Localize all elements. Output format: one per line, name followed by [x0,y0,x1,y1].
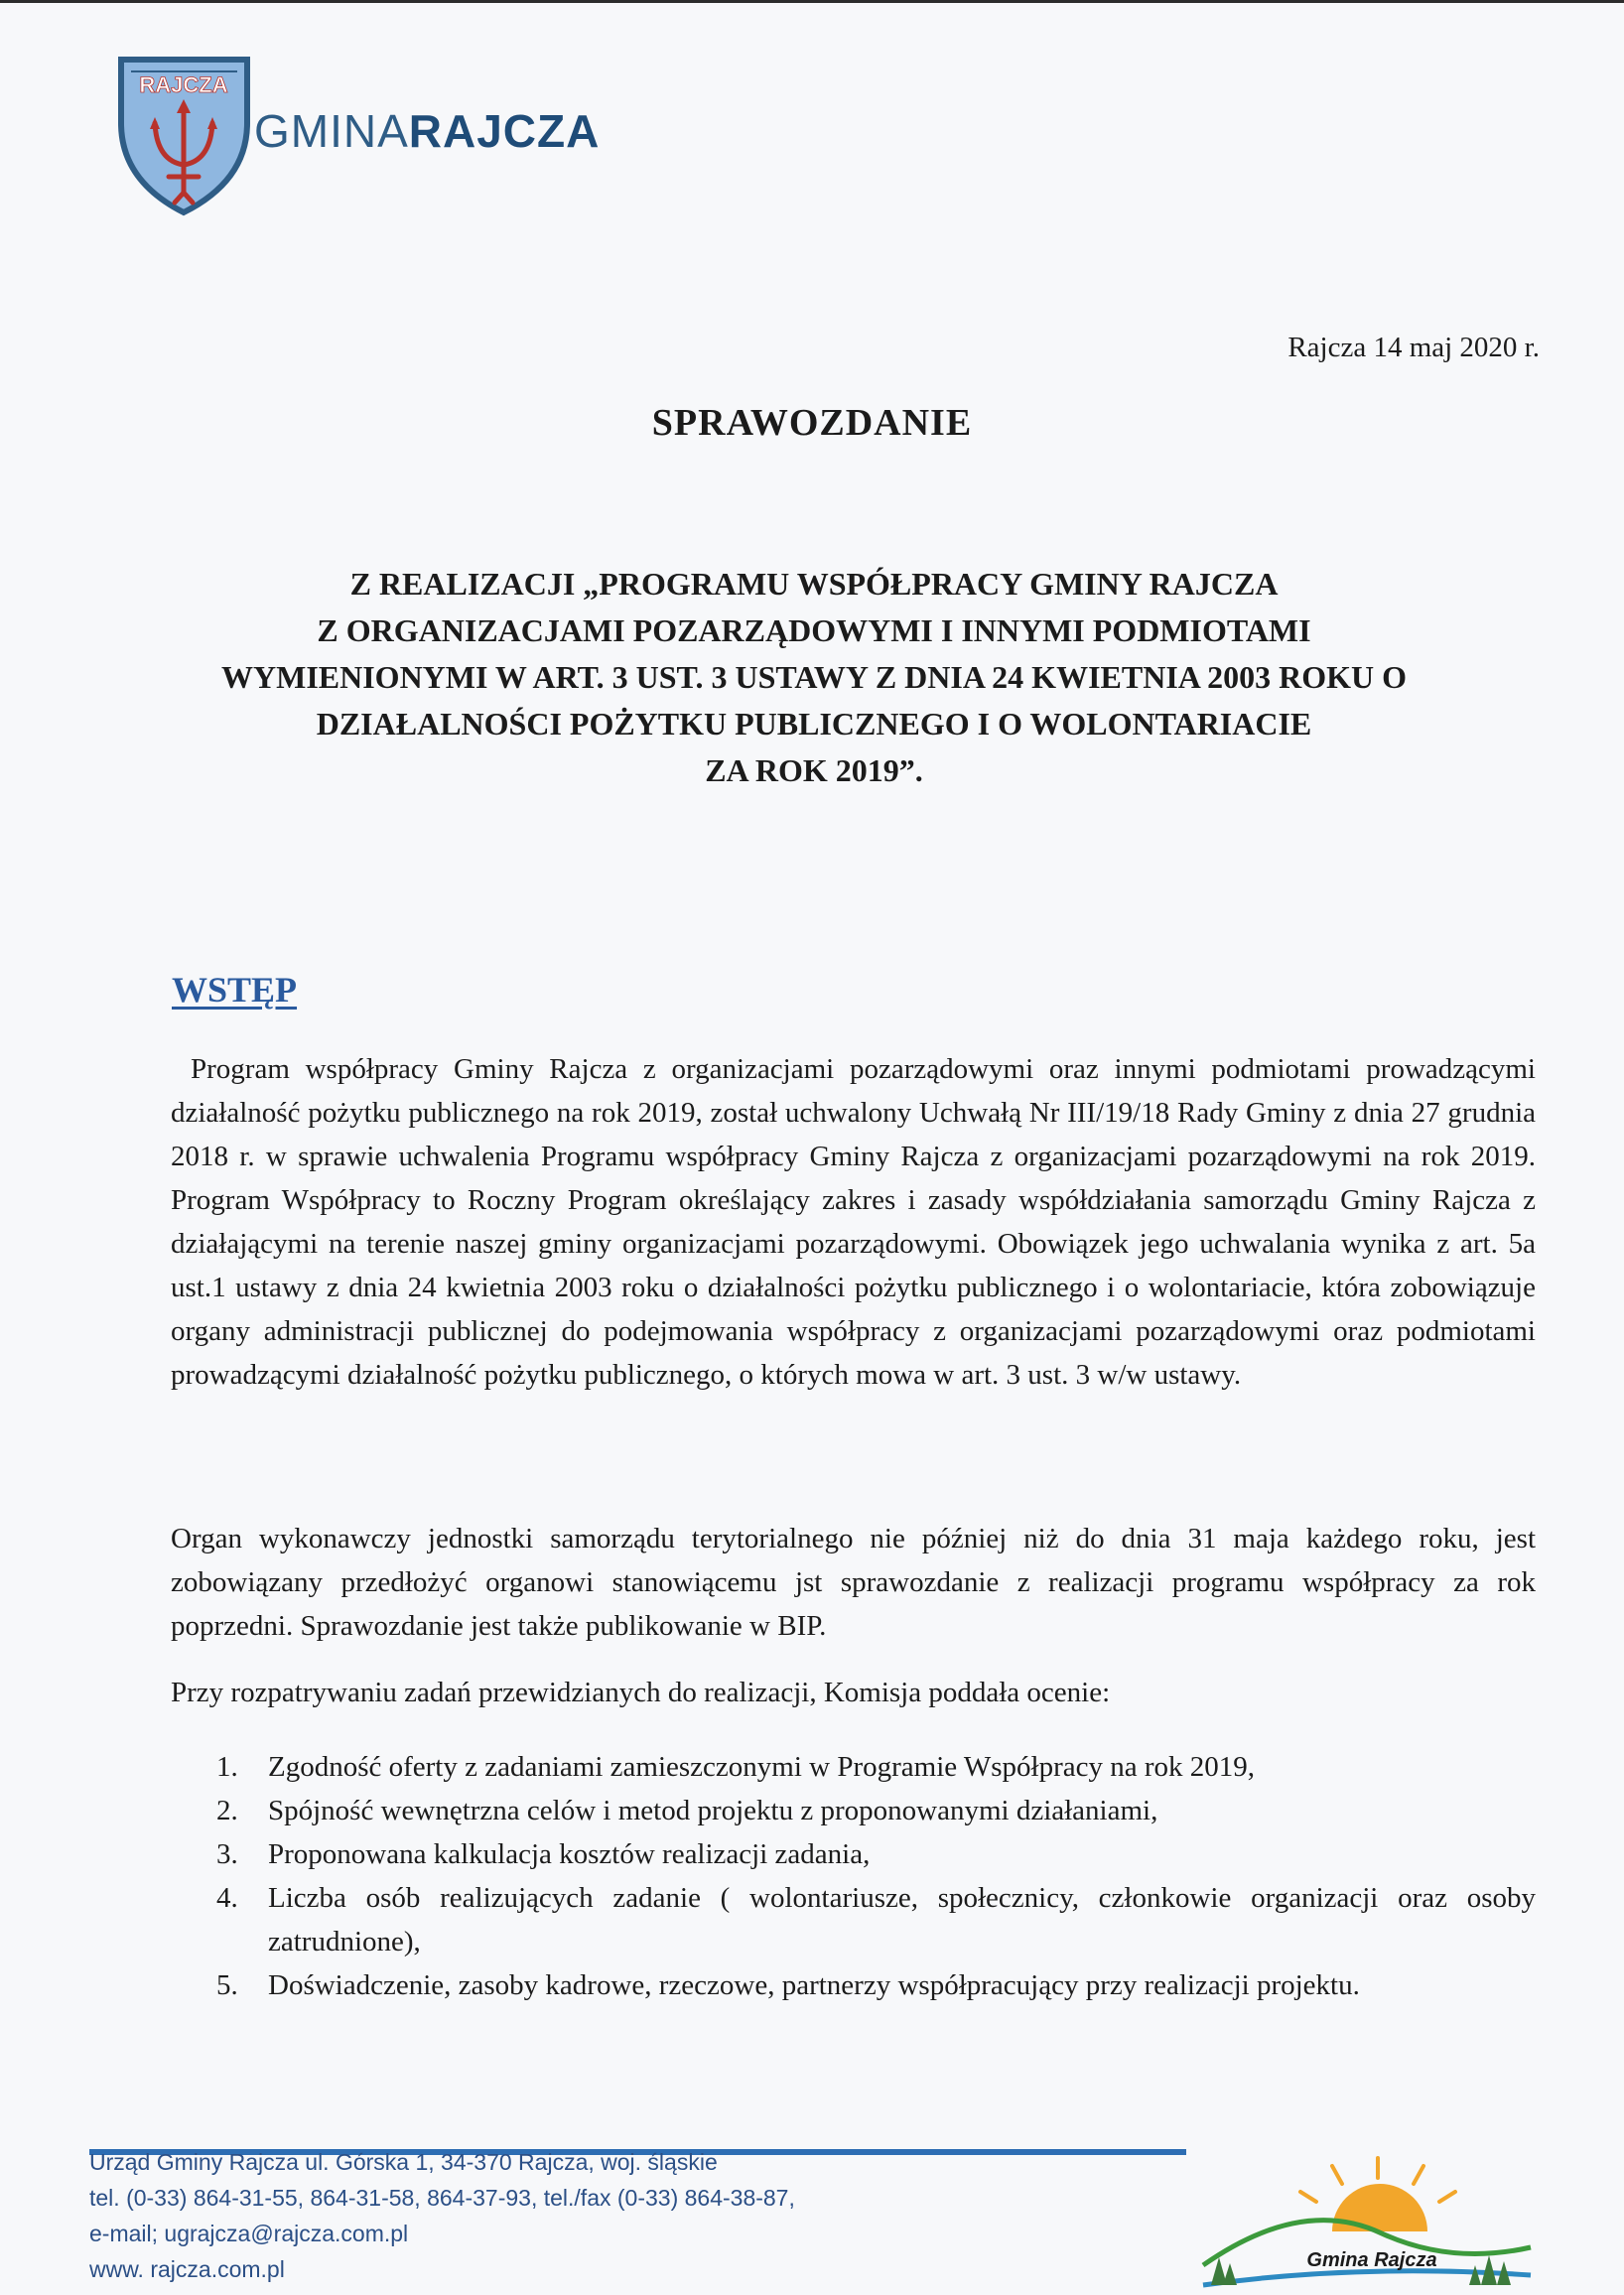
subtitle-line: Z REALIZACJI „PROGRAMU WSPÓŁPRACY GMINY RAJCZA [349,566,1279,602]
document-title: SPRAWOZDANIE [651,402,973,444]
list-item-number: 5. [216,1969,238,2001]
gmina-rajcza-sun-logo [1183,2136,1543,2295]
logo-wordmark [254,104,600,158]
top-border [0,0,1624,3]
list-item [171,1832,1536,1876]
logo-shield-text: RAJCZA [139,72,228,97]
list-item-text: Liczba osób realizujących zadanie ( wolontariusze, społecznicy, członkowie organizacji oraz osoby zatrudnione), [268,1882,1536,1958]
obligation-paragraph: Organ wykonawczy jednostki samorządu terytorialnego nie później niż do dnia 31 maja każdego roku, jest zobowiązany przedłożyć organowi stanowiącemu jst sprawozdanie z realizacji programu współpracy za rok poprzedni. Sprawozdanie jest także publikowanie w BIP. [171,1523,1536,1642]
list-item [171,1963,1536,2007]
subtitle-line: Z ORGANIZACJAMI POZARZĄDOWYMI I INNYMI PODMIOTAMI [317,612,1311,648]
footer-contact [89,2144,795,2287]
intro-paragraph: Program współpracy Gminy Rajcza z organizacjami pozarządowymi oraz innymi podmiotami prowadzącymi działalność pożytku publicznego na rok 2019, został uchwalony Uchwałą Nr III/19/18 Rady Gminy z dnia 27 grudnia 2018 r. w sprawie uchwalenia Programu współpracy Gminy Rajcza z organizacjami pozarządowymi na rok 2019. Program Współpracy to Roczny Program określający zakres i zasady współdziałania samorządu Gminy Rajcza z działającymi na terenie naszej gminy organizacjami pozarządowymi. Obowiązek jego uchwalania wynika z art. 5a ust.1 ustawy z dnia 24 kwietnia 2003 roku o działalności pożytku publicznego i o wolontariacie, która zobowiązuje organy administracji publicznej do podejmowania współpracy z organizacjami pozarządowymi oraz podmiotami prowadzącymi działalność pożytku publicznego, o których mowa w art. 3 ust. 3 w/w ustawy. [171,1053,1536,1391]
gmina-rajcza-shield-logo [117,54,251,217]
footer-email: e-mail; ugrajcza@rajcza.com.pl [89,2221,409,2246]
subtitle-line: WYMIENIONYMI W ART. 3 UST. 3 USTAWY Z DNIA 24 KWIETNIA 2003 ROKU O [221,659,1407,695]
list-item [171,1745,1536,1789]
document-subtitle [149,561,1479,794]
list-item-text: Proponowana kalkulacja kosztów realizacji zadania, [268,1838,871,1870]
logo-wordmark-bold: RAJCZA [408,105,601,157]
list-item-number: 1. [216,1751,238,1783]
list-item-number: 4. [216,1882,238,1914]
list-item-number: 3. [216,1838,238,1870]
footer-website: www. rajcza.com.pl [89,2256,285,2282]
footer-address: Urząd Gminy Rajcza ul. Górska 1, 34-370 Rajcza, woj. śląskie [89,2149,718,2175]
footer-phone: tel. (0-33) 864-31-55, 864-31-58, 864-37-93, tel./fax (0-33) 864-38-87, [89,2185,795,2211]
list-item [171,1876,1536,1963]
list-item-text: Spójność wewnętrzna celów i metod projektu z proponowanymi działaniami, [268,1795,1158,1826]
evaluation-criteria-list [171,1745,1536,2007]
list-item [171,1789,1536,1832]
document-date: Rajcza 14 maj 2020 r. [1287,332,1540,363]
logo-wordmark-light: GMINA [254,105,409,157]
subtitle-line: ZA ROK 2019”. [705,752,923,788]
list-item-number: 2. [216,1795,238,1826]
subtitle-line: DZIAŁALNOŚCI POŻYTKU PUBLICZNEGO I O WOLONTARIACIE [316,706,1312,742]
footer-logo-text: Gmina Rajcza [1306,2249,1437,2271]
evaluation-intro-paragraph: Przy rozpatrywaniu zadań przewidzianych do realizacji, Komisja poddała ocenie: [171,1677,1111,1708]
list-item-text: Zgodność oferty z zadaniami zamieszczonymi w Programie Współpracy na rok 2019, [268,1751,1256,1783]
list-item-text: Doświadczenie, zasoby kadrowe, rzeczowe, partnerzy współpracujący przy realizacji projektu. [268,1969,1360,2001]
section-heading-intro: WSTĘP [172,970,298,1010]
